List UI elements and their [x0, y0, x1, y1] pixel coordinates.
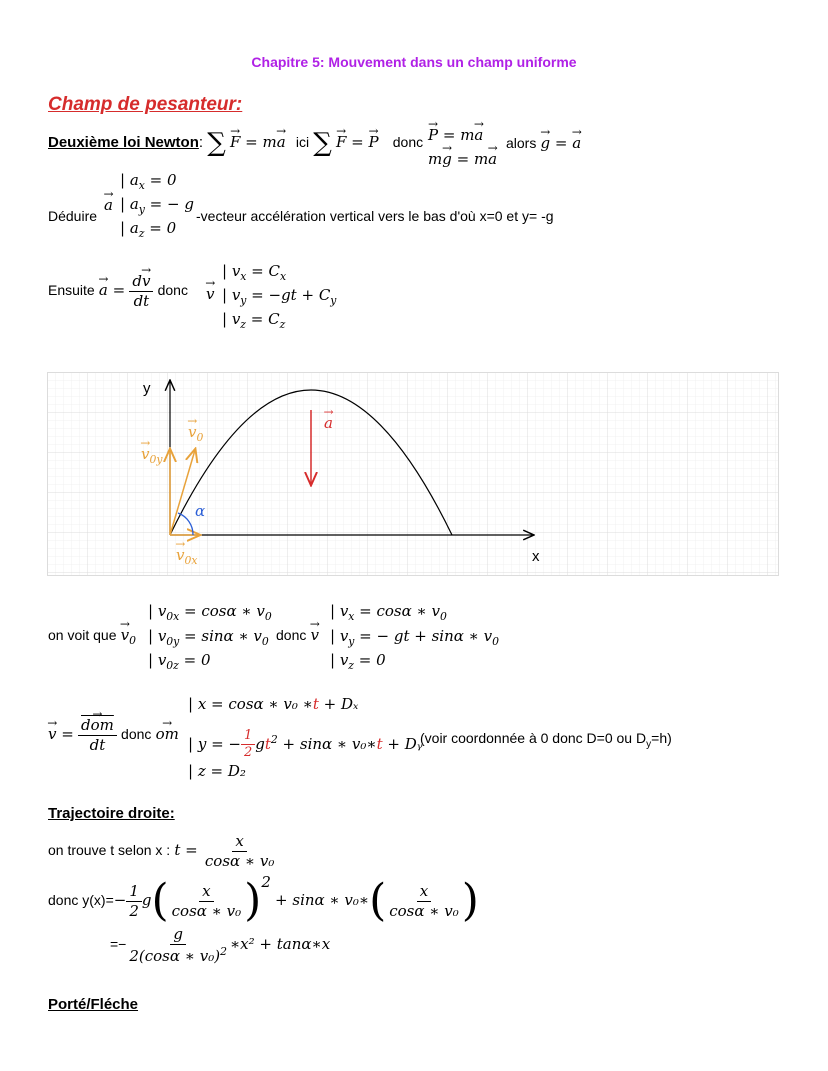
x-axis-label: x	[532, 548, 540, 565]
ensuite-line	[48, 272, 188, 311]
alpha-label: α	[195, 502, 206, 520]
position-v: → v =	[48, 725, 74, 743]
deduire-row-ax: | $a_x = 0$	[120, 171, 177, 192]
ensuite-row-vx: | $v_x = C_x$	[222, 262, 287, 283]
position-donc: donc	[121, 726, 152, 743]
deduire-label: Déduire	[48, 208, 98, 224]
y-axis-label: y	[143, 380, 151, 397]
newton-donc: donc	[392, 134, 424, 150]
voit-v0: → $v_0$	[121, 626, 136, 644]
ensuite-vec-a: → a =	[99, 281, 125, 299]
deduire-row-ay: | $a_y$ = − g	[120, 195, 194, 216]
yx-frac-1: $\frac{x}{\text{cosα ∗ v₀}}$	[171, 881, 242, 920]
position-fraction: → $\frac{\overline{dom}}{dt}$	[78, 716, 117, 755]
position-row-y: | y = − $\frac{1}{2}$ $gt^2 + \sin\alpha$ ∗ v₀∗t + Dᵧ	[188, 728, 423, 761]
porte-heading: Porté/Fléche	[48, 996, 139, 1013]
ensuite-label: Ensuite	[48, 282, 95, 299]
newton-line	[48, 128, 423, 158]
newton-ici: ici	[295, 134, 310, 150]
deduire-comment: -vecteur accélération vertical vers le bas d'où x=0 et y= -g	[196, 208, 554, 224]
newton-alors: alors	[506, 135, 537, 151]
trajectoire-heading: Trajectoire droite:	[48, 805, 175, 822]
eq-sum-f: → F = m→ a	[230, 133, 286, 151]
voit-row-vz: | $v_z = 0$	[330, 651, 386, 672]
ensuite-donc: donc	[157, 282, 188, 299]
position-row-x: | x = cosα ∗ v₀ ∗t + Dₓ	[188, 695, 359, 713]
eq-sum-p: → F = → P	[336, 133, 379, 151]
section-heading-pesanteur: Champ de pesanteur:	[48, 94, 243, 115]
a-label: → a	[324, 414, 333, 432]
newton-label: Deuxième loi Newton	[48, 134, 199, 151]
position-line	[48, 716, 179, 755]
yx-label: donc y(x)=	[48, 892, 114, 908]
t-eq: t =	[174, 841, 198, 860]
voit-row-v0z: | $v_{0z} = 0$	[148, 651, 211, 672]
sum-symbol: ∑	[207, 128, 226, 158]
find-t-line	[48, 832, 277, 871]
projectile-diagram	[47, 372, 779, 576]
eq-p-ma: → P = m→ a	[428, 126, 483, 144]
voit-line	[48, 626, 136, 647]
yx-mid: + sinα ∗ v₀∗	[275, 891, 370, 909]
eq-g-a: → g = → a	[541, 134, 582, 152]
voit-row-v0y: | $v_{0y} = \sin\alpha$ ∗ $v_0$	[148, 627, 269, 648]
position-row-z: | z = D₂	[188, 762, 246, 780]
v0-label: → $v_0$	[188, 423, 203, 444]
sum-symbol-2: ∑	[313, 128, 332, 158]
yx-half: $\frac{1}{2}$	[126, 882, 142, 921]
yx-line: donc y(x)=− $\frac{1}{2}$ g( $\frac{x}{\text{cosα ∗ v₀}}$ )$^2$ + sinα ∗ v₀∗( $\frac{x}{\text{cosα ∗ v₀}}$ )	[48, 873, 479, 927]
voit-row-vy: | $v_y$ = − gt + sinα ∗ $v_0$	[330, 627, 499, 648]
deduire-row-az: | $a_z = 0$	[120, 219, 177, 240]
position-note: (voir coordonnée à 0 donc D=0 ou $D_y=h$)	[420, 730, 672, 750]
voit-row-v0x: | $v_{0x} = \cos\alpha$ ∗ $v_0$	[148, 602, 272, 623]
page-title: Chapitre 5: Mouvement dans un champ uniforme	[251, 54, 577, 70]
deduire-vec-a: → a	[104, 196, 113, 214]
position-om: → om	[156, 725, 179, 743]
voit-row-vx: | $v_x = \cos\alpha$ ∗ $v_0$	[330, 602, 447, 623]
v0x-label: → $v_{0x}$	[176, 546, 197, 567]
yx-line-2: =− $\frac{g}{2(\cos\alpha ∗ v_0)^2}$ ∗x² + tanα∗x	[110, 925, 331, 965]
find-t-label: on trouve t selon x :	[48, 842, 171, 859]
voit-donc: donc	[276, 627, 307, 643]
ensuite-vec-v: → v	[206, 285, 214, 303]
voit-donc-group	[276, 626, 319, 644]
voit-v: → v	[311, 626, 319, 644]
eq-mg-ma: m→ g = m→ a	[428, 150, 497, 168]
t-fraction: $\frac{x}{\text{cosα ∗ v₀}}$	[204, 832, 275, 870]
ensuite-row-vy: | $v_y = -gt + C_y$	[222, 286, 337, 307]
yx-g-frac: $\frac{g}{2(\cos\alpha ∗ v_0)^2}$	[129, 925, 227, 965]
newton-colon: :	[198, 134, 204, 151]
voit-label: on voit que	[48, 627, 117, 643]
ensuite-row-vz: | $v_z = C_z$	[222, 310, 286, 331]
grid-background	[48, 373, 779, 576]
yx-frac-2: $\frac{x}{\text{cosα ∗ v₀}}$	[389, 881, 459, 920]
ensuite-fraction: $\frac{d\to v}{dt}$	[129, 272, 153, 311]
newton-alors-group	[506, 134, 581, 152]
v0y-label: → $v_{0y}$	[141, 445, 162, 466]
